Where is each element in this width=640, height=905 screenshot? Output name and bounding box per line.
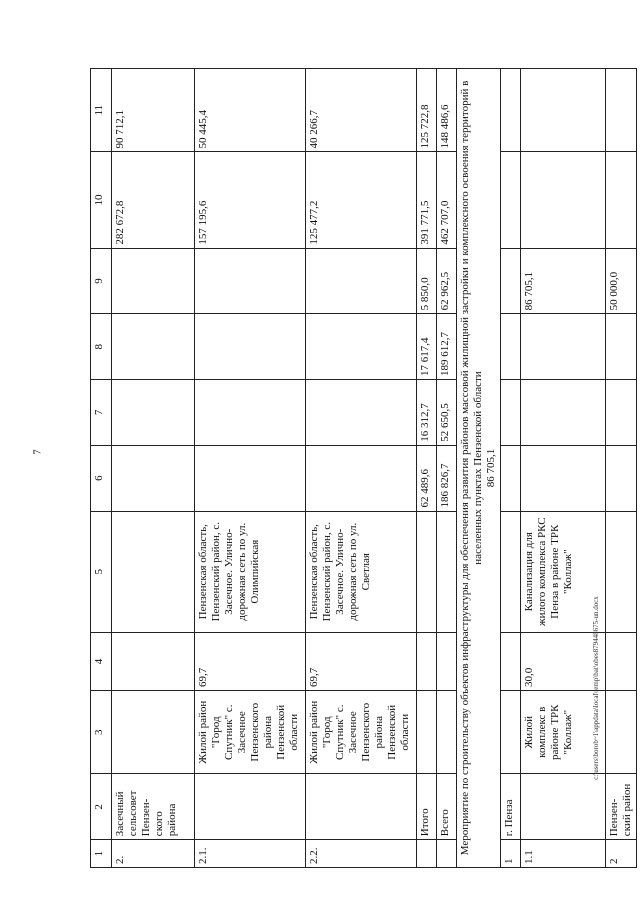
settlement-cell: Засечный сельсовет Пензен-ского района xyxy=(112,774,195,840)
value-cell: 189 612,7 xyxy=(437,314,457,380)
value-cell: 52 650,5 xyxy=(437,380,457,446)
value-cell: 69,7 xyxy=(306,632,417,690)
description-cell: Канализация для жилого комплекса РКС Пенза в районе ТРК "Коллаж" xyxy=(520,511,605,632)
col-num-10: 10 xyxy=(91,152,112,248)
table-row xyxy=(112,69,195,868)
column-number-row xyxy=(91,69,112,868)
value-cell: 391 771,5 xyxy=(417,152,437,248)
table-row xyxy=(605,69,636,868)
section-heading: Мероприятие по строительству объектов инфраструктуры для обеспечения развития районов массовой жилищной застройки и комплексного освоения территорий в населенных пунктах Пензенской области xyxy=(459,80,484,856)
col-num-1: 1 xyxy=(91,840,112,868)
itogo-row xyxy=(417,69,437,868)
row-number: 1.1 xyxy=(520,840,605,868)
itogo-label: Итого xyxy=(417,774,437,840)
row-number: 2. xyxy=(112,840,195,868)
col-num-11: 11 xyxy=(91,69,112,153)
vsego-row xyxy=(437,69,457,868)
row-number: 1 xyxy=(500,840,520,868)
row-number: 2 xyxy=(605,840,636,868)
object-cell: Жилой район "Город Спутник" с. Засечное Пензенского района Пензенской области xyxy=(306,691,417,774)
value-cell: 157 195,6 xyxy=(195,152,306,248)
page-number: 7 xyxy=(32,449,44,455)
col-num-5: 5 xyxy=(91,511,112,632)
settlement-cell: г. Пенза xyxy=(500,774,520,840)
vsego-label: Всего xyxy=(437,774,457,840)
description-cell: Пензенская область, Пензенский район, с. Засечное. Улично-дорожная сеть по ул. Олимпийская xyxy=(195,511,306,632)
value-cell: 69,7 xyxy=(195,632,306,690)
value-cell: 462 707,0 xyxy=(437,152,457,248)
value-cell: 282 672,8 xyxy=(112,152,195,248)
value-cell: 125 477,2 xyxy=(306,152,417,248)
section-total: 86 705,1 xyxy=(484,448,497,488)
value-cell: 5 850,0 xyxy=(417,248,437,314)
row-number: 2.2. xyxy=(306,840,417,868)
value-cell: 86 705,1 xyxy=(520,248,605,314)
object-cell: Жилой комплекс в районе ТРК "Коллаж" xyxy=(520,691,605,774)
value-cell: 50 000,0 xyxy=(605,248,636,314)
value-cell: 125 722,8 xyxy=(417,69,437,153)
col-num-8: 8 xyxy=(91,314,112,380)
value-cell: 50 445,4 xyxy=(195,69,306,153)
financing-table xyxy=(90,68,637,868)
section-heading-row xyxy=(457,69,501,868)
value-cell: 62 962,5 xyxy=(437,248,457,314)
col-num-3: 3 xyxy=(91,691,112,774)
col-num-6: 6 xyxy=(91,445,112,511)
object-cell: Жилой район "Город Спутник" с. Засечное Пензенского района Пензенской области xyxy=(195,691,306,774)
col-num-9: 9 xyxy=(91,248,112,314)
row-number: 2.1. xyxy=(195,840,306,868)
file-path-footer: c:\users\borob~1\appdata\local\temp\bat\obes879448675-un.docx xyxy=(592,596,600,780)
value-cell: 148 486,6 xyxy=(437,69,457,153)
table-row xyxy=(500,69,520,868)
value-cell: 16 312,7 xyxy=(417,380,437,446)
col-num-2: 2 xyxy=(91,774,112,840)
description-cell: Пензенская область, Пензенский район, с. Засечное. Улично-дорожная сеть по ул. Светлая xyxy=(306,511,417,632)
value-cell: 30,0 xyxy=(520,632,605,690)
value-cell: 186 826,7 xyxy=(437,445,457,511)
table-row xyxy=(306,69,417,868)
col-num-7: 7 xyxy=(91,380,112,446)
value-cell: 17 617,4 xyxy=(417,314,437,380)
col-num-4: 4 xyxy=(91,632,112,690)
settlement-cell: Пензен-ский район xyxy=(605,774,636,840)
value-cell: 90 712,1 xyxy=(112,69,195,153)
value-cell: 62 489,6 xyxy=(417,445,437,511)
value-cell: 40 266,7 xyxy=(306,69,417,153)
table-row xyxy=(195,69,306,868)
